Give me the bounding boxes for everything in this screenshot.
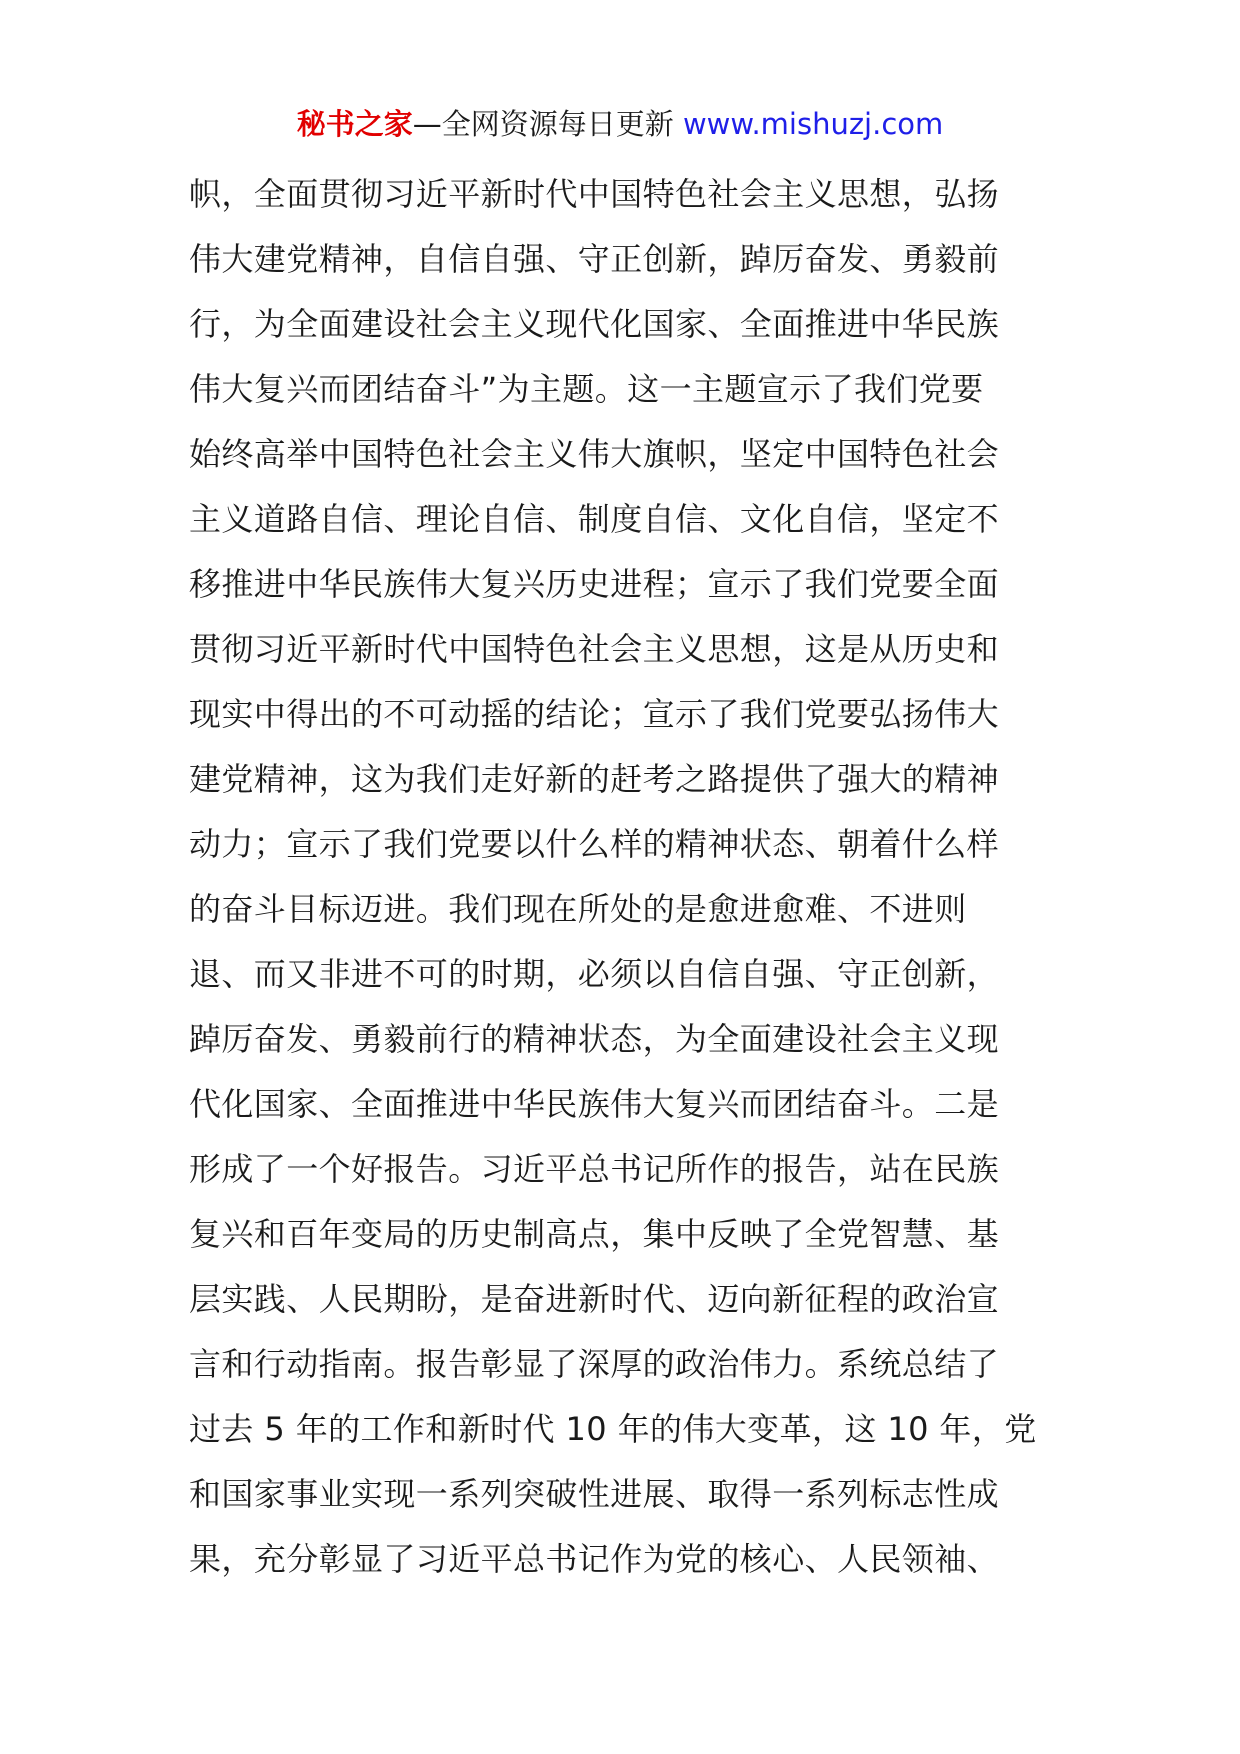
text-line: 层实践、人民期盼，是奋进新时代、迈向新征程的政治宣: [189, 1280, 1000, 1318]
text-line: 移推进中华民族伟大复兴历史进程；宣示了我们党要全面: [189, 565, 1000, 603]
text-line: 代化国家、全面推进中华民族伟大复兴而团结奋斗。二是: [189, 1085, 1000, 1123]
page-header: [0, 104, 1240, 144]
text-line: 始终高举中国特色社会主义伟大旗帜，坚定中国特色社会: [189, 435, 1000, 473]
text-line: 行，为全面建设社会主义现代化国家、全面推进中华民族: [189, 305, 1000, 343]
text-line: 现实中得出的不可动摇的结论；宣示了我们党要弘扬伟大: [189, 695, 1000, 733]
text-line: 言和行动指南。报告彰显了深厚的政治伟力。系统总结了: [189, 1345, 1000, 1383]
text-line: 的奋斗目标迈进。我们现在所处的是愈进愈难、不进则: [189, 890, 967, 928]
text-line: 果，充分彰显了习近平总书记作为党的核心、人民领袖、: [189, 1540, 1000, 1578]
text-line: 伟大建党精神，自信自强、守正创新，踔厉奋发、勇毅前: [189, 240, 1000, 278]
text-line: 建党精神，这为我们走好新的赶考之路提供了强大的精神: [189, 760, 1000, 798]
brand-name: 秘书之家: [296, 107, 413, 141]
document-body: [189, 162, 1069, 1592]
text-line: 贯彻习近平新时代中国特色社会主义思想，这是从历史和: [189, 630, 1000, 668]
website-link[interactable]: www.mishuzj.com: [682, 107, 944, 141]
text-line: 主义道路自信、理论自信、制度自信、文化自信，坚定不: [189, 500, 1000, 538]
text-line: 踔厉奋发、勇毅前行的精神状态，为全面建设社会主义现: [189, 1020, 1000, 1058]
text-line: 和国家事业实现一系列突破性进展、取得一系列标志性成: [189, 1475, 1000, 1513]
text-line: 过去 5 年的工作和新时代 10 年的伟大变革，这 10 年，党: [189, 1410, 1037, 1448]
header-slogan: —全网资源每日更新: [412, 107, 674, 141]
text-line: 退、而又非进不可的时期，必须以自信自强、守正创新，: [189, 955, 1000, 993]
text-line: 形成了一个好报告。习近平总书记所作的报告，站在民族: [189, 1150, 1000, 1188]
text-line: 复兴和百年变局的历史制高点，集中反映了全党智慧、基: [189, 1215, 1000, 1253]
text-line: 帜，全面贯彻习近平新时代中国特色社会主义思想，弘扬: [189, 175, 1000, 213]
text-line: 伟大复兴而团结奋斗”为主题。这一主题宣示了我们党要: [189, 370, 984, 408]
text-line: 动力；宣示了我们党要以什么样的精神状态、朝着什么样: [189, 825, 1000, 863]
